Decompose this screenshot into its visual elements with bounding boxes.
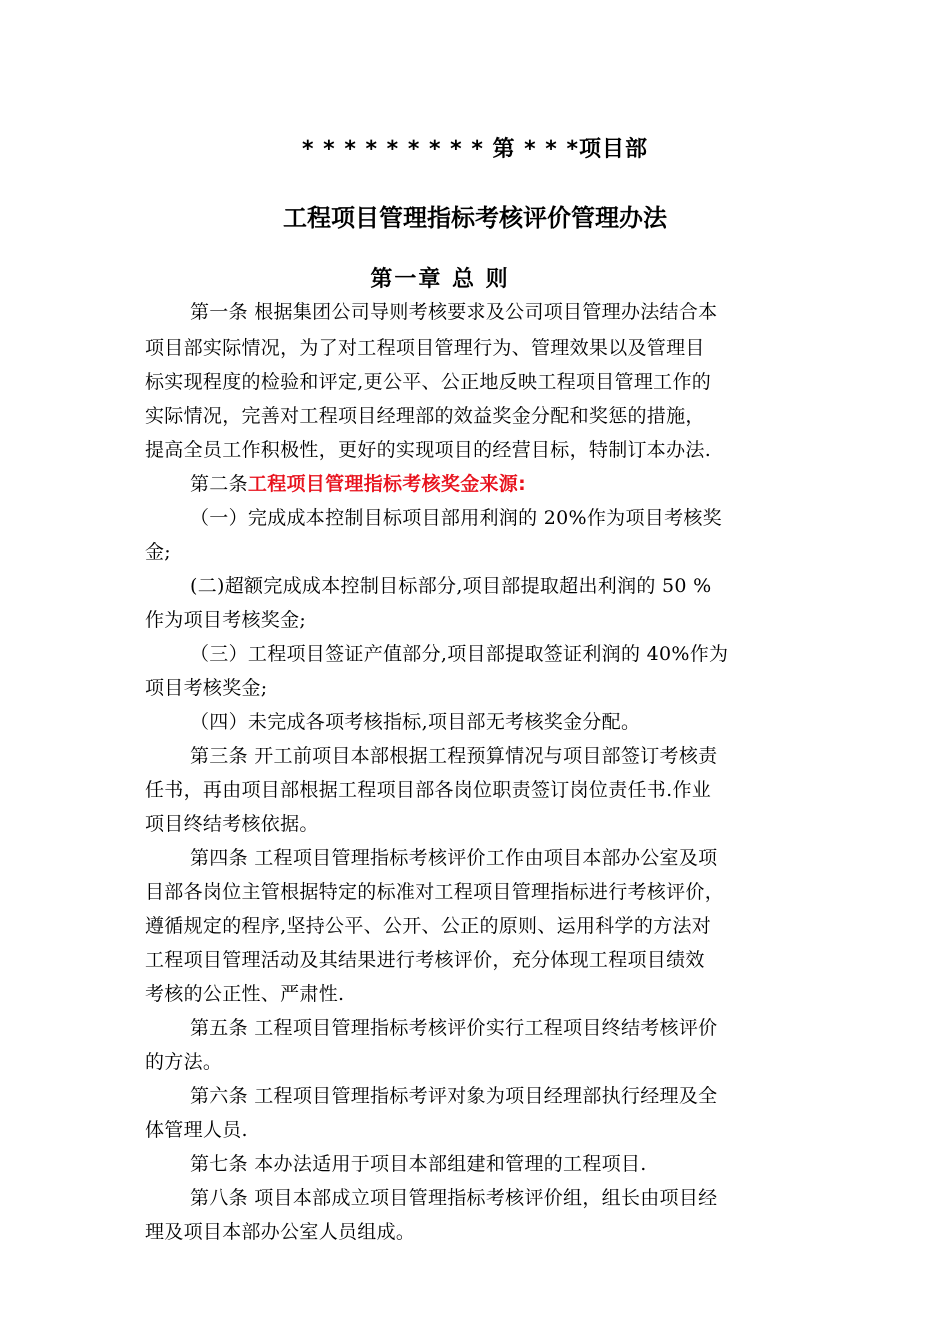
chapter-heading: 第一章 总 则 — [370, 267, 510, 292]
paragraph-line: 第六条 工程项目管理指标考评对象为项目经理部执行经理及全 — [190, 1085, 718, 1107]
paragraph-line: 理及项目本部办公室人员组成。 — [145, 1221, 416, 1243]
paragraph-line: （一）完成成本控制目标项目部用利润的 20%作为项目考核奖 — [190, 507, 722, 529]
paragraph-line: 作为项目考核奖金; — [145, 609, 307, 631]
bonus-source-highlight: 工程项目管理指标考核奖金来源: — [247, 473, 527, 495]
paragraph-line: 第八条 项目本部成立项目管理指标考核评价组，组长由项目经 — [190, 1187, 718, 1209]
paragraph-line: 工程项目管理活动及其结果进行考核评价，充分体现工程项目绩效 — [145, 949, 705, 971]
paragraph-line: 任书，再由项目部根据工程项目部各岗位职责签订岗位责任书.作业 — [145, 779, 712, 801]
paragraph-line: 第五条 工程项目管理指标考核评价实行工程项目终结考核评价 — [190, 1017, 718, 1039]
paragraph-line: 体管理人员. — [145, 1119, 248, 1141]
article-two-label: 第二条 — [190, 473, 248, 495]
article-two-line — [190, 466, 815, 502]
organization-heading: * * * * * * * * * 第 * * *项目部 — [302, 137, 648, 162]
paragraph-line: 提高全员工作积极性，更好的实现项目的经营目标，特制订本办法. — [145, 439, 712, 461]
paragraph-line: 金; — [145, 541, 172, 563]
paragraph-line: 项目部实际情况，为了对工程项目管理行为、管理效果以及管理目 — [145, 337, 705, 359]
paragraph-line: (二)超额完成成本控制目标部分,项目部提取超出利润的 50 % — [190, 575, 712, 597]
paragraph-line: 实际情况，完善对工程项目经理部的效益奖金分配和奖惩的措施， — [145, 405, 705, 427]
paragraph-line: 项目考核奖金; — [145, 677, 268, 699]
paragraph-line: （三）工程项目签证产值部分,项目部提取签证利润的 40%作为 — [190, 643, 729, 665]
paragraph-line: 第七条 本办法适用于项目本部组建和管理的工程项目. — [190, 1153, 647, 1175]
paragraph-line: 第三条 开工前项目本部根据工程预算情况与项目部签订考核责 — [190, 745, 718, 767]
paragraph-line: 的方法。 — [145, 1051, 223, 1073]
paragraph-line: 标实现程度的检验和评定,更公平、公正地反映工程项目管理工作的 — [145, 371, 712, 393]
paragraph-line: 第四条 工程项目管理指标考核评价工作由项目本部办公室及项 — [190, 847, 718, 869]
paragraph-line: 第一条 根据集团公司导则考核要求及公司项目管理办法结合本 — [190, 301, 718, 323]
document-title: 工程项目管理指标考核评价管理办法 — [283, 204, 667, 232]
paragraph-line: 遵循规定的程序,坚持公平、公开、公正的原则、运用科学的方法对 — [145, 915, 712, 937]
paragraph-line: 项目终结考核依据。 — [145, 813, 319, 835]
paragraph-line: 目部各岗位主管根据特定的标准对工程项目管理指标进行考核评价， — [145, 881, 725, 903]
paragraph-line: 考核的公正性、严肃性. — [145, 983, 345, 1005]
paragraph-line: （四）未完成各项考核指标,项目部无考核奖金分配。 — [190, 711, 641, 733]
